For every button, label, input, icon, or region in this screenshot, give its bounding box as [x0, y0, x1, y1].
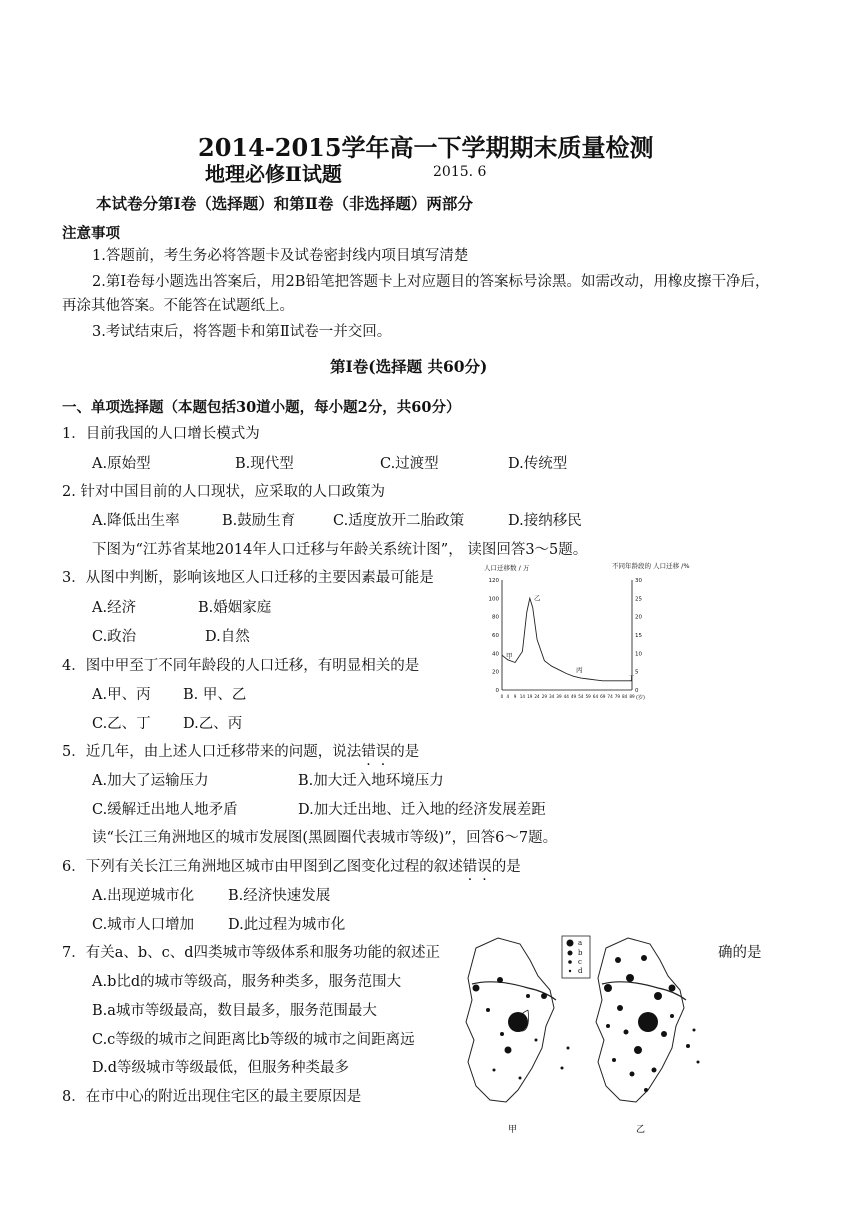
- note-item: 1.答题前，考生务必将答题卡及试卷密封线内项目填写清楚: [92, 248, 469, 264]
- q4-option-a: A.甲、丙: [92, 687, 151, 703]
- q3-option-d: D.自然: [205, 629, 250, 645]
- x-tick: 84: [622, 694, 628, 699]
- right-y-tick: 5: [635, 669, 639, 676]
- map-left-city-a: [508, 1012, 528, 1032]
- migration-age-chart: [472, 560, 690, 710]
- x-tick: 54: [578, 694, 584, 699]
- q1-stem: 1．目前我国的人口增长模式为: [62, 426, 260, 442]
- left-y-tick: 80: [492, 614, 499, 621]
- q3-option-b: B.婚姻家庭: [198, 600, 272, 616]
- x-tick: 19: [527, 694, 533, 699]
- right-y-tick: 0: [635, 688, 639, 694]
- x-tick: 24: [534, 694, 540, 699]
- q6-option-b: B.经济快速发展: [228, 888, 331, 904]
- map-left-island: [567, 1047, 570, 1050]
- q2-option-b: B.鼓励生育: [222, 513, 296, 529]
- q7-stem-start: 7．有关a、b、c、d四类城市等级体系和服务功能的叙述正: [62, 945, 441, 961]
- q5-option-a: A.加大了运输压力: [92, 773, 209, 789]
- chart-right-ylabel: 不同年龄段的 人口迁移 /%: [612, 562, 690, 570]
- q2-option-d: D.接纳移民: [508, 513, 582, 529]
- q2-option-c: C.适度放开二胎政策: [333, 513, 465, 529]
- x-tick: 89: [629, 694, 635, 699]
- map-left-city-d: [519, 1077, 522, 1080]
- x-tick: 34: [548, 694, 555, 699]
- legend-d: d: [578, 967, 583, 975]
- exam-date: 2015. 6: [433, 164, 487, 180]
- x-tick: 64: [592, 694, 599, 699]
- note-item: 3.考试结束后，将答题卡和第Ⅱ试卷一并交回。: [92, 324, 392, 340]
- map-left-city-b: [473, 985, 480, 992]
- q1-option-a: A.原始型: [92, 456, 151, 472]
- legend-a: a: [578, 939, 583, 947]
- map-left-city-d: [493, 1069, 496, 1072]
- page-title: 2014-2015学年高一下学期期末质量检测: [198, 133, 654, 162]
- map-left-city-b: [497, 977, 503, 983]
- left-y-tick: 120: [488, 578, 499, 584]
- q6-option-a: A.出现逆城市化: [92, 888, 195, 904]
- left-y-tick: 40: [492, 651, 499, 658]
- q3-stem: 3．从图中判断，影响该地区人口迁移的主要因素最可能是: [62, 570, 434, 586]
- map-left-city-c: [486, 1008, 490, 1012]
- q5-stem: 5．近几年，由上述人口迁移带来的问题，说法错误的是: [62, 744, 420, 760]
- q5-option-b: B.加大迁入地环境压力: [298, 773, 444, 789]
- map-left-city-b: [541, 993, 547, 999]
- q3-option-c: C.政治: [92, 629, 137, 645]
- right-y-tick: 10: [635, 651, 642, 658]
- q5-option-c: C.缓解迁出地人地矛盾: [92, 802, 238, 818]
- q3-option-a: A.经济: [92, 600, 137, 616]
- q4-option-b: B. 甲、乙: [183, 687, 247, 703]
- q1-option-b: B.现代型: [235, 456, 294, 472]
- q4-option-d: D.乙、丙: [183, 716, 243, 732]
- map-legend-box: [562, 936, 590, 978]
- q7-stem-end: 确的是: [718, 945, 762, 961]
- map-left-city-c: [500, 1032, 504, 1036]
- paper-intro: 本试卷分第Ⅰ卷（选择题）和第Ⅱ卷（非选择题）两部分: [96, 194, 473, 213]
- map-left-label: 甲: [508, 1125, 518, 1135]
- q2-option-a: A.降低出生率: [92, 513, 180, 529]
- yangtze-delta-maps: [458, 930, 718, 1140]
- map-right-label: 乙: [636, 1125, 646, 1135]
- x-tick: 59: [585, 694, 591, 699]
- x-tick: 79: [614, 694, 621, 699]
- part1-heading: 第Ⅰ卷(选择题 共60分): [330, 357, 488, 376]
- label-bing: 丙: [576, 666, 583, 674]
- x-tick: 44: [563, 694, 569, 699]
- label-yi: 乙: [534, 594, 541, 602]
- left-y-tick: 60: [492, 633, 499, 639]
- note-item: 2.第Ⅰ卷每小题选出答案后，用2B铅笔把答题卡上对应题目的答案标号涂黑。如需改动，用橡皮擦干净后，: [92, 274, 770, 290]
- x-tick: 29: [541, 694, 548, 699]
- right-y-tick: 15: [635, 633, 642, 639]
- legend-c: c: [578, 958, 582, 966]
- right-y-tick: 30: [635, 578, 642, 584]
- map-left-city-b: [505, 1047, 512, 1054]
- x-tick: 0: [500, 694, 504, 699]
- section-heading: 一、单项选择题（本题包括30道小题，每小题2分，共60分）: [62, 399, 461, 416]
- right-y-tick: 25: [635, 596, 642, 603]
- right-y-tick: 20: [635, 614, 642, 621]
- x-tick: 4: [506, 694, 510, 699]
- q6-stem: 6．下列有关长江三角洲地区城市由甲图到乙图变化过程的叙述错误的是: [62, 859, 521, 875]
- q5-option-d: D.加大迁出地、迁入地的经济发展差距: [298, 802, 546, 818]
- intro-q3-5: 下图为“江苏省某地2014年人口迁移与年龄关系统计图”， 读图回答3～5题。: [92, 542, 588, 558]
- q7-option-a: A.b比d的城市等级高，服务种类多，服务范围大: [92, 974, 402, 990]
- label-ding: 丁: [628, 674, 635, 682]
- q2-stem: 2. 针对中国目前的人口现状，应采取的人口政策为: [62, 484, 385, 500]
- q1-option-c: C.过渡型: [380, 456, 439, 472]
- x-unit: (岁): [636, 695, 645, 701]
- q6-option-c: C.城市人口增加: [92, 917, 195, 933]
- x-tick: 39: [556, 694, 562, 699]
- q4-stem: 4．图中甲至丁不同年龄段的人口迁移，有明显相关的是: [62, 658, 420, 674]
- x-tick: 74: [607, 694, 613, 699]
- map-left-city-c: [526, 994, 530, 998]
- map-right-city-a: [638, 1012, 658, 1032]
- q7-option-d: D.d等级城市等级最低，但服务种类最多: [92, 1060, 349, 1076]
- label-jia: 甲: [506, 652, 513, 660]
- q6-option-d: D.此过程为城市化: [228, 917, 346, 933]
- q1-option-d: D.传统型: [508, 456, 568, 472]
- map-left-city-d: [535, 1039, 538, 1042]
- chart-left-ylabel: 人口迁移数 / 万: [484, 564, 530, 572]
- q8-stem: 8．在市中心的附近出现住宅区的最主要原因是: [62, 1089, 362, 1105]
- migration-series-line: [502, 598, 632, 681]
- q4-option-c: C.乙、丁: [92, 716, 151, 732]
- map-left-island: [561, 1067, 564, 1070]
- page-subtitle: 地理必修Ⅱ试题: [205, 162, 342, 186]
- legend-b: b: [578, 949, 583, 957]
- note-item: 再涂其他答案。不能答在试题纸上。: [62, 298, 294, 314]
- x-tick: 9: [513, 694, 517, 699]
- left-y-tick: 20: [492, 669, 499, 676]
- left-y-tick: 0: [495, 688, 499, 694]
- left-y-tick: 100: [488, 596, 499, 603]
- notes-heading: 注意事项: [62, 225, 120, 242]
- x-tick: 49: [570, 694, 577, 699]
- intro-q6-7: 读“长江三角洲地区的城市发展图(黑圆圈代表城市等级)”，回答6～7题。: [92, 830, 558, 846]
- x-tick: 14: [519, 694, 526, 699]
- x-tick: 69: [600, 694, 606, 699]
- q7-option-c: C.c等级的城市之间距离比b等级的城市之间距离远: [92, 1032, 415, 1048]
- q7-option-b: B.a城市等级最高，数目最多，服务范围最大: [92, 1003, 377, 1019]
